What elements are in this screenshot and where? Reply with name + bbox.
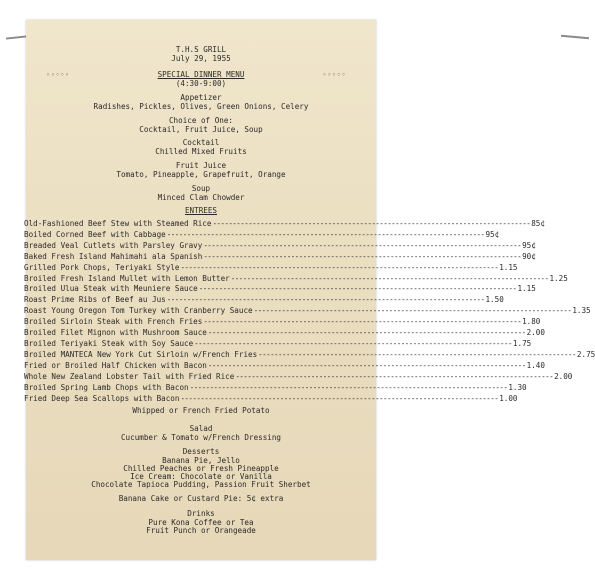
menu-title: SPECIAL DINNER MENU	[157, 70, 245, 79]
dash-leader: --------------------------------------------------------------------------------	[212, 219, 531, 228]
entree-price: 2.75	[576, 349, 595, 359]
entree-price: 85¢	[531, 219, 545, 228]
entree-row	[24, 229, 500, 241]
entree-price: 1.35	[572, 306, 591, 316]
entree-row	[24, 306, 591, 317]
entree-price: 2.00	[526, 328, 545, 338]
right-ornament: ◦◦◦◦◦	[322, 71, 346, 79]
entree-name: Broiled Filet Mignon with Mushroom Sauce	[24, 328, 207, 338]
menu-hours: (4:30-9:00)	[175, 79, 227, 88]
entree-price: 1.15	[499, 262, 518, 272]
entree-side-note: Whipped or French Fried Potato	[132, 406, 270, 415]
entree-row	[24, 338, 532, 350]
entree-price: 1.30	[508, 382, 527, 392]
entree-row	[24, 262, 518, 274]
entree-name: Breaded Veal Cutlets with Parsley Gravy	[24, 240, 203, 250]
entree-name: Broiled Ulua Steak with Meuniere Sauce	[24, 284, 198, 294]
entree-list	[24, 219, 595, 404]
entree-name: Grilled Pork Chops, Teriyaki Style	[24, 262, 180, 272]
entree-price: 95¢	[522, 240, 536, 250]
entree-price: 95¢	[485, 229, 500, 239]
entree-name: Boiled Corned Beef with Cabbage	[24, 229, 166, 239]
dash-leader: --------------------------------------------------------------------------------	[258, 349, 576, 359]
salad-text: Cucumber & Tomato w/French Dressing	[120, 433, 281, 442]
dash-leader: --------------------------------------------------------------------------------	[207, 360, 526, 370]
appetizer-heading: Appetizer	[180, 93, 222, 102]
entree-price: 1.40	[526, 360, 545, 370]
soup-heading: Soup	[191, 184, 211, 193]
entree-name: Roast Young Oregon Tom Turkey with Cranberry Sauce	[24, 306, 253, 316]
entree-row	[24, 251, 536, 263]
entree-name: Fried Deep Sea Scallops with Bacon	[24, 393, 180, 403]
entree-row	[24, 295, 504, 306]
entree-price: 1.25	[549, 273, 568, 283]
entree-row	[24, 349, 595, 361]
entree-price: 90¢	[522, 251, 536, 261]
restaurant-name: T.H.S GRILL	[175, 45, 227, 54]
entree-price: 1.00	[499, 393, 518, 403]
entree-price: 1.50	[485, 295, 504, 305]
dessert-extra: Banana Cake or Custard Pie: 5¢ extra	[118, 494, 284, 503]
left-ornament: ◦◦◦◦◦	[46, 71, 70, 79]
dash-leader: --------------------------------------------------------------------------------	[166, 229, 485, 239]
entree-row	[24, 382, 527, 394]
dash-leader: --------------------------------------------------------------------------------	[203, 251, 522, 261]
entree-row	[24, 240, 536, 252]
choice-text: Cocktail, Fruit Juice, Soup	[139, 125, 263, 134]
entree-row	[24, 360, 545, 372]
entree-row	[24, 371, 573, 383]
entree-name: Old-Fashioned Beef Stew with Steamed Rice	[24, 219, 212, 228]
dash-leader: --------------------------------------------------------------------------------	[253, 306, 572, 316]
dash-leader: --------------------------------------------------------------------------------	[207, 328, 526, 338]
drink-line: Pure Kona Coffee or Tea	[148, 518, 254, 527]
entree-name: Fried or Broiled Half Chicken with Bacon	[24, 360, 207, 370]
dash-leader: --------------------------------------------------------------------------------	[203, 317, 522, 327]
entree-price: 1.15	[517, 284, 536, 294]
menu-date: July 29, 1955	[171, 54, 231, 63]
dash-leader: --------------------------------------------------------------------------------	[230, 273, 549, 283]
dessert-line: Chilled Peaches or Fresh Pineapple	[123, 464, 279, 473]
entree-name: Broiled Sirloin Steak with French Fries	[24, 317, 203, 327]
salad-heading: Salad	[189, 424, 213, 433]
desserts-heading: Desserts	[182, 447, 220, 456]
entree-price: 2.00	[554, 371, 573, 381]
dash-leader: --------------------------------------------------------------------------------	[166, 295, 485, 305]
soup-text: Minced Clam Chowder	[157, 193, 245, 202]
entrees-heading: ENTREES	[184, 206, 217, 215]
dash-leader: --------------------------------------------------------------------------------	[235, 371, 554, 381]
entree-price: 1.75	[512, 338, 532, 348]
entree-row	[24, 219, 545, 230]
right-pin-mark	[561, 35, 589, 39]
cocktail-text: Chilled Mixed Fruits	[155, 147, 247, 156]
dessert-line: Banana Pie, Jello	[162, 456, 240, 465]
juice-text: Tomato, Pineapple, Grapefruit, Orange	[116, 170, 286, 179]
dash-leader: --------------------------------------------------------------------------------	[189, 382, 508, 392]
appetizer-text: Radishes, Pickles, Olives, Green Onions, Celery	[93, 102, 309, 111]
drinks-heading: Drinks	[187, 509, 215, 518]
menu-sheet	[24, 20, 595, 560]
entree-name: Broiled Spring Lamb Chops with Bacon	[24, 382, 189, 392]
dash-leader: --------------------------------------------------------------------------------	[180, 393, 499, 403]
dash-leader: --------------------------------------------------------------------------------	[180, 262, 499, 272]
dessert-line: Chocolate Tapioca Pudding, Passion Fruit Sherbet	[91, 480, 311, 489]
entree-row	[24, 317, 541, 328]
entree-name: Broiled Teriyaki Steak with Soy Sauce	[24, 338, 194, 348]
juice-heading: Fruit Juice	[175, 161, 227, 170]
dash-leader: --------------------------------------------------------------------------------	[203, 240, 522, 250]
dessert-line: Ice Cream: Chocolate or Vanilla	[130, 472, 272, 481]
dash-leader: --------------------------------------------------------------------------------	[194, 338, 512, 348]
entree-name: Baked Fresh Island Mahimahi ala Spanish	[24, 251, 203, 261]
cocktail-heading: Cocktail	[182, 138, 220, 147]
entree-price: 1.80	[522, 317, 541, 327]
entree-name: Roast Prime Ribs of Beef au Jus	[24, 295, 166, 305]
choice-heading: Choice of One:	[168, 116, 233, 125]
entree-row	[24, 284, 536, 295]
dash-leader: --------------------------------------------------------------------------------	[198, 284, 517, 294]
drink-line: Fruit Punch or Orangeade	[146, 526, 256, 535]
entree-row	[24, 273, 568, 285]
entree-row	[24, 393, 518, 405]
entree-name: Broiled MANTECA New York Cut Sirloin w/French Fries	[24, 349, 258, 359]
entree-name: Broiled Fresh Island Mullet with Lemon Butter	[24, 273, 230, 283]
entree-name: Whole New Zealand Lobster Tail with Fried Rice	[24, 371, 235, 381]
entree-row	[24, 328, 545, 339]
